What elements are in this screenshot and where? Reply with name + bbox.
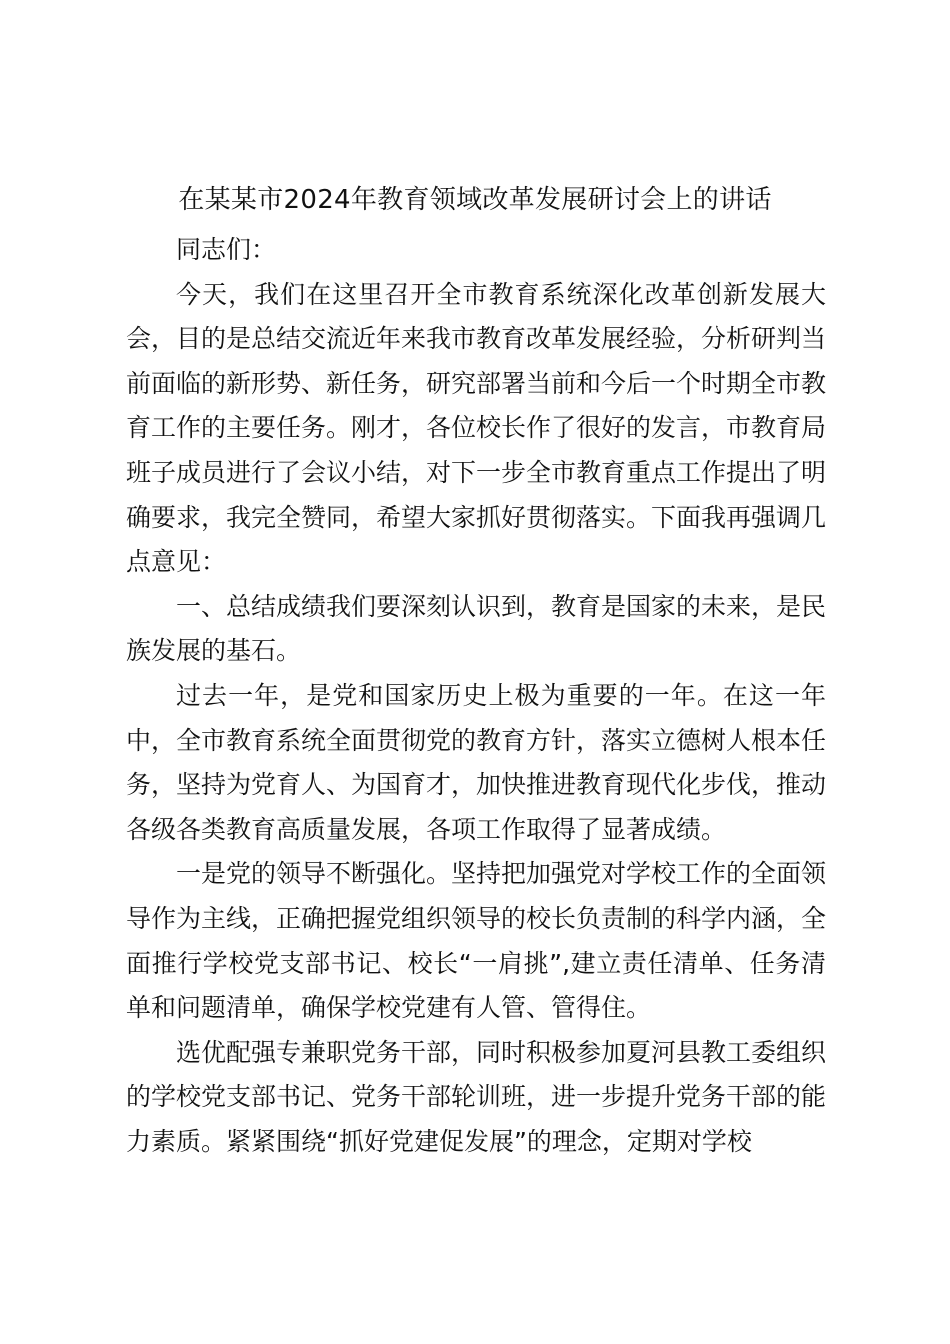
document-body <box>126 228 826 1164</box>
section-heading-paragraph: 一、总结成绩我们要深刻认识到，教育是国家的未来，是民族发展的基石。 <box>126 591 827 666</box>
body-paragraph: 今天，我们在这里召开全市教育系统深化改革创新发展大会，目的是总结交流近年来我市教育改革发展经验，分析研判当前面临的新形势、新任务，研究部署当前和今后一个时期全市教育工作的主要任务。刚才，各位校长作了很好的发言，市教育局班子成员进行了会议小结，对下一步全市教育重点工作提出了明确要求，我完全赞同，希望大家抓好贯彻落实。下面我再强调几点意见： <box>126 279 827 577</box>
body-paragraph: 过去一年，是党和国家历史上极为重要的一年。在这一年中，全市教育系统全面贯彻党的教育方针，落实立德树人根本任务，坚持为党育人、为国育才，加快推进教育现代化步伐，推动各级各类教育高质量发展，各项工作取得了显著成绩。 <box>126 680 827 844</box>
body-paragraph: 一是党的领导不断强化。坚持把加强党对学校工作的全面领导作为主线，正确把握党组织领导的校长负责制的科学内涵，全面推行学校党支部书记、校长“一肩挑”,建立责任清单、任务清单和问题清单，确保学校党建有人管、管得住。 <box>126 859 827 1023</box>
salutation-paragraph: 同志们： <box>176 235 277 264</box>
document-title: 在某某市2024年教育领域改革发展研讨会上的讲话 <box>178 185 772 215</box>
body-paragraph: 选优配强专兼职党务干部，同时积极参加夏河县教工委组织的学校党支部书记、党务干部轮训班，进一步提升党务干部的能力素质。紧紧围绕“抓好党建促发展”的理念，定期对学校 <box>126 1037 827 1156</box>
